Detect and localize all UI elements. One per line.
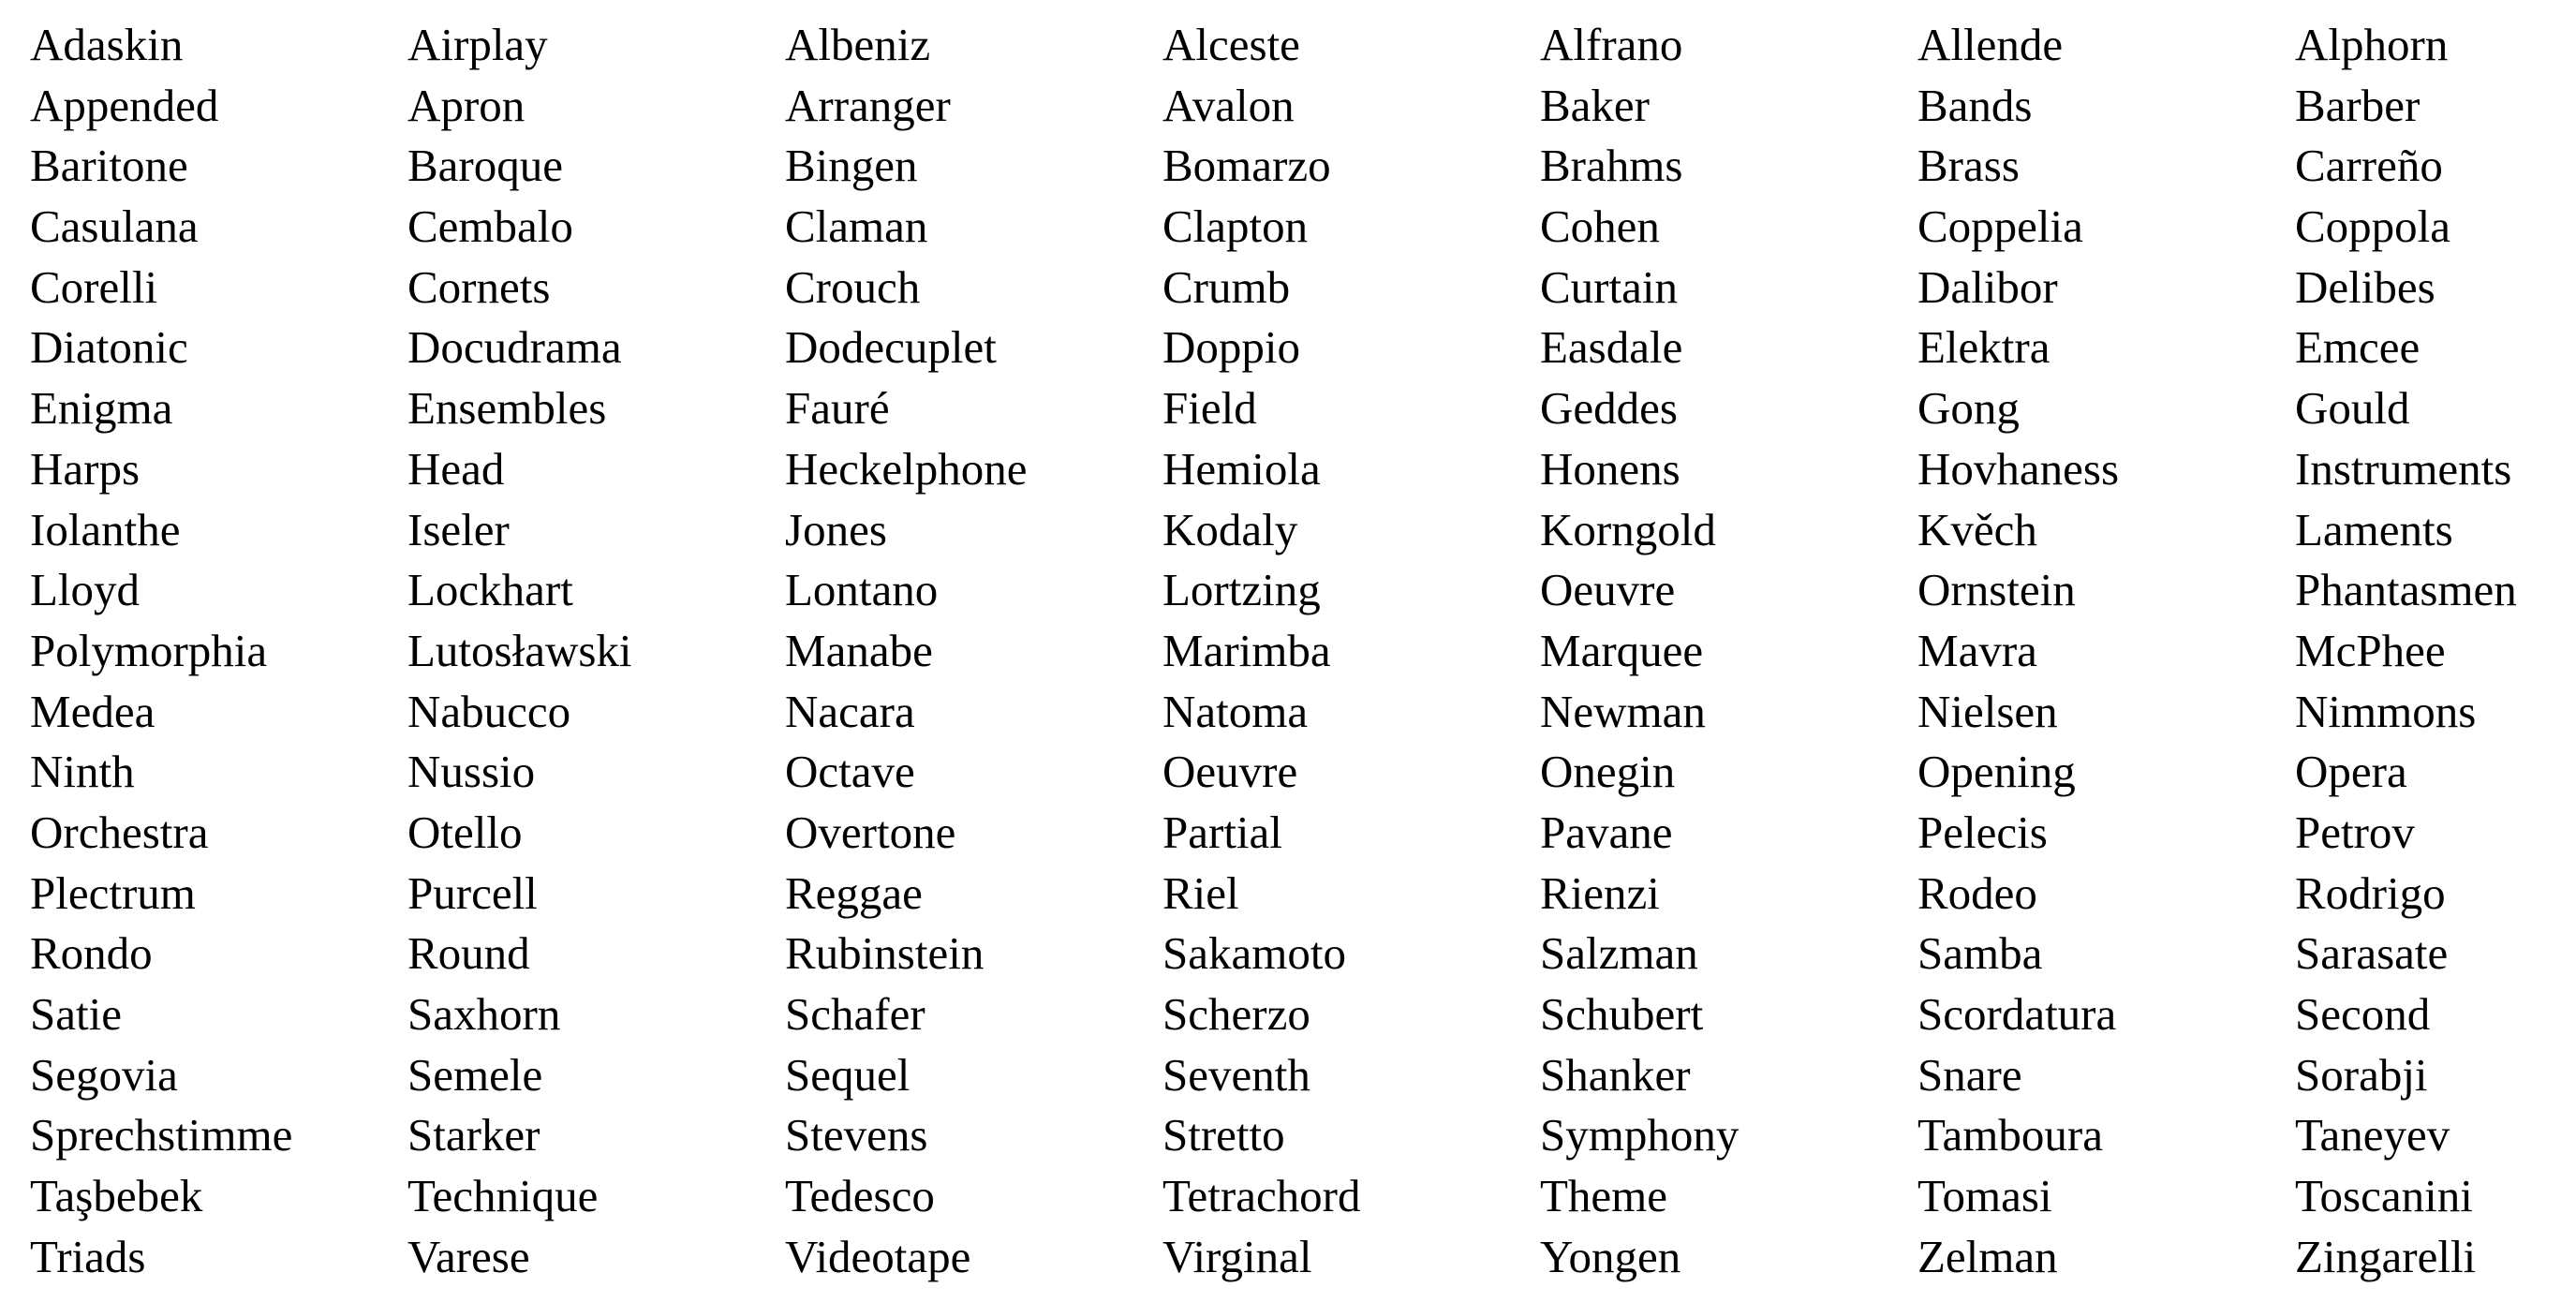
word-cell: Curtain	[1540, 260, 1678, 313]
word-cell: Opera	[2295, 746, 2407, 798]
word-cell: Iolanthe	[30, 503, 181, 555]
word-cell: Appended	[30, 79, 219, 131]
word-cell: Rubinstein	[785, 927, 985, 980]
word-cell: Satie	[30, 988, 122, 1040]
word-cell: Varese	[407, 1230, 530, 1282]
word-cell: Lloyd	[30, 564, 141, 616]
word-cell: Coppelia	[1917, 200, 2083, 253]
word-cell: Semele	[407, 1048, 543, 1101]
word-cell: Lontano	[785, 564, 939, 616]
word-cell: Cembalo	[407, 200, 573, 253]
word-cell: Alfrano	[1540, 19, 1683, 70]
word-cell: Bands	[1917, 79, 2033, 131]
word-cell: Korngold	[1540, 503, 1716, 555]
word-cell: Scherzo	[1162, 988, 1310, 1040]
word-cell: Hovhaness	[1917, 442, 2120, 495]
word-cell: Allende	[1917, 19, 2064, 70]
word-cell: Albeniz	[785, 19, 931, 70]
word-cell: Second	[2295, 988, 2431, 1040]
word-cell: Bomarzo	[1162, 140, 1331, 192]
word-cell: Shanker	[1540, 1048, 1691, 1101]
word-cell: Corelli	[30, 260, 158, 313]
word-cell: Tedesco	[785, 1170, 935, 1222]
word-cell: Schubert	[1540, 988, 1704, 1040]
word-cell: Airplay	[407, 19, 548, 70]
word-cell: Avalon	[1162, 79, 1295, 131]
word-cell: Nacara	[785, 685, 915, 737]
word-cell: Coppola	[2295, 200, 2451, 253]
word-cell: Oeuvre	[1162, 746, 1298, 798]
word-cell: Segovia	[30, 1048, 178, 1101]
word-cell: Orchestra	[30, 806, 209, 858]
word-cell: Scordatura	[1917, 988, 2117, 1040]
word-cell: Snare	[1917, 1048, 2022, 1101]
word-cell: Stretto	[1162, 1109, 1285, 1161]
word-cell: Elektra	[1917, 321, 2050, 374]
word-cell: Sorabji	[2295, 1048, 2428, 1101]
word-cell: Videotape	[785, 1230, 971, 1282]
word-cell: Virginal	[1162, 1230, 1312, 1282]
word-cell: Harps	[30, 442, 141, 495]
word-cell: Riel	[1162, 866, 1239, 919]
word-cell: Tetrachord	[1162, 1170, 1361, 1222]
word-cell: Nimmons	[2295, 685, 2477, 737]
word-cell: Opening	[1917, 746, 2076, 798]
word-cell: Theme	[1540, 1170, 1668, 1222]
word-cell: Ninth	[30, 746, 135, 798]
word-cell: Marquee	[1540, 624, 1704, 676]
word-cell: Sakamoto	[1162, 927, 1346, 980]
word-cell: Arranger	[785, 79, 951, 131]
word-cell: Delibes	[2295, 260, 2435, 313]
word-cell: Nussio	[407, 746, 536, 798]
word-cell: Symphony	[1540, 1109, 1740, 1161]
word-cell: Sequel	[785, 1048, 910, 1101]
word-cell: Reggae	[785, 866, 923, 919]
word-cell: Technique	[407, 1170, 599, 1222]
word-cell: Hemiola	[1162, 442, 1321, 495]
word-cell: Easdale	[1540, 321, 1683, 374]
word-cell: Otello	[407, 806, 523, 858]
word-cell: Plectrum	[30, 866, 196, 919]
word-cell: Oeuvre	[1540, 564, 1676, 616]
word-cell: Nabucco	[407, 685, 571, 737]
word-cell: Salzman	[1540, 927, 1698, 980]
word-cell: Taneyev	[2295, 1109, 2450, 1161]
word-cell: Onegin	[1540, 746, 1676, 798]
word-cell: Emcee	[2295, 321, 2421, 374]
word-cell: Rondo	[30, 927, 153, 980]
word-cell: Manabe	[785, 624, 933, 676]
word-cell: Lortzing	[1162, 564, 1321, 616]
word-cell: Alphorn	[2295, 19, 2449, 70]
word-cell: Zingarelli	[2295, 1230, 2477, 1282]
word-cell: Iseler	[407, 503, 510, 555]
word-cell: Newman	[1540, 685, 1706, 737]
word-cell: Cohen	[1540, 200, 1660, 253]
word-cell: Crouch	[785, 260, 921, 313]
word-cell: Yongen	[1540, 1230, 1681, 1282]
word-cell: Doppio	[1162, 321, 1300, 374]
word-cell: Kodaly	[1162, 503, 1298, 555]
word-cell: Jones	[785, 503, 887, 555]
word-cell: Brahms	[1540, 140, 1683, 192]
word-cell: Ornstein	[1917, 564, 2076, 616]
word-cell: Head	[407, 442, 505, 495]
word-cell: Fauré	[785, 382, 890, 435]
word-cell: Octave	[785, 746, 915, 798]
word-cell: Brass	[1917, 140, 2020, 192]
word-cell: Mavra	[1917, 624, 2037, 676]
word-cell: Crumb	[1162, 260, 1291, 313]
word-cell: Pavane	[1540, 806, 1673, 858]
word-cell: Instruments	[2295, 442, 2512, 495]
word-cell: Clapton	[1162, 200, 1309, 253]
word-cell: McPhee	[2295, 624, 2446, 676]
word-cell: Seventh	[1162, 1048, 1310, 1101]
word-cell: Marimba	[1162, 624, 1331, 676]
word-cell: Schafer	[785, 988, 925, 1040]
word-cell: Baker	[1540, 79, 1650, 131]
word-cell: Baroque	[407, 140, 563, 192]
word-cell: Rodrigo	[2295, 866, 2446, 919]
word-cell: Field	[1162, 382, 1257, 435]
word-cell: Triads	[30, 1230, 146, 1282]
word-cell: Laments	[2295, 503, 2453, 555]
word-cell: Heckelphone	[785, 442, 1028, 495]
word-cell: Alceste	[1162, 19, 1300, 70]
word-cell: Phantasmen	[2295, 564, 2517, 616]
word-cell: Pelecis	[1917, 806, 2048, 858]
word-cell: Sarasate	[2295, 927, 2449, 980]
word-cell: Lockhart	[407, 564, 573, 616]
word-cell: Starker	[407, 1109, 540, 1161]
word-cell: Natoma	[1162, 685, 1309, 737]
word-grid	[30, 15, 2576, 1287]
word-cell: Tamboura	[1917, 1109, 2103, 1161]
word-cell: Ensembles	[407, 382, 607, 435]
word-cell: Kvěch	[1917, 503, 2037, 555]
word-cell: Purcell	[407, 866, 538, 919]
word-cell: Claman	[785, 200, 928, 253]
word-cell: Toscanini	[2295, 1170, 2473, 1222]
word-cell: Round	[407, 927, 530, 980]
word-cell: Polymorphia	[30, 624, 268, 676]
word-cell: Tomasi	[1917, 1170, 2052, 1222]
word-cell: Casulana	[30, 200, 199, 253]
word-cell: Barber	[2295, 79, 2421, 131]
word-cell: Enigma	[30, 382, 173, 435]
word-cell: Zelman	[1917, 1230, 2058, 1282]
word-cell: Rienzi	[1540, 866, 1660, 919]
word-cell: Carreño	[2295, 140, 2443, 192]
word-cell: Dodecuplet	[785, 321, 997, 374]
word-cell: Gong	[1917, 382, 2020, 435]
word-cell: Samba	[1917, 927, 2043, 980]
word-cell: Lutosławski	[407, 624, 632, 676]
word-cell: Taşbebek	[30, 1170, 203, 1222]
word-cell: Petrov	[2295, 806, 2415, 858]
word-cell: Gould	[2295, 382, 2410, 435]
word-cell: Diatonic	[30, 321, 188, 374]
word-cell: Apron	[407, 79, 526, 131]
word-cell: Overtone	[785, 806, 956, 858]
word-cell: Partial	[1162, 806, 1282, 858]
word-cell: Nielsen	[1917, 685, 2058, 737]
word-cell: Baritone	[30, 140, 188, 192]
word-cell: Sprechstimme	[30, 1109, 293, 1161]
word-cell: Docudrama	[407, 321, 622, 374]
word-cell: Geddes	[1540, 382, 1678, 435]
word-cell: Rodeo	[1917, 866, 2037, 919]
word-cell: Adaskin	[30, 19, 184, 70]
word-cell: Dalibor	[1917, 260, 2058, 313]
word-cell: Medea	[30, 685, 155, 737]
word-cell: Cornets	[407, 260, 551, 313]
word-cell: Saxhorn	[407, 988, 561, 1040]
word-cell: Bingen	[785, 140, 918, 192]
word-cell: Stevens	[785, 1109, 928, 1161]
word-cell: Honens	[1540, 442, 1680, 495]
